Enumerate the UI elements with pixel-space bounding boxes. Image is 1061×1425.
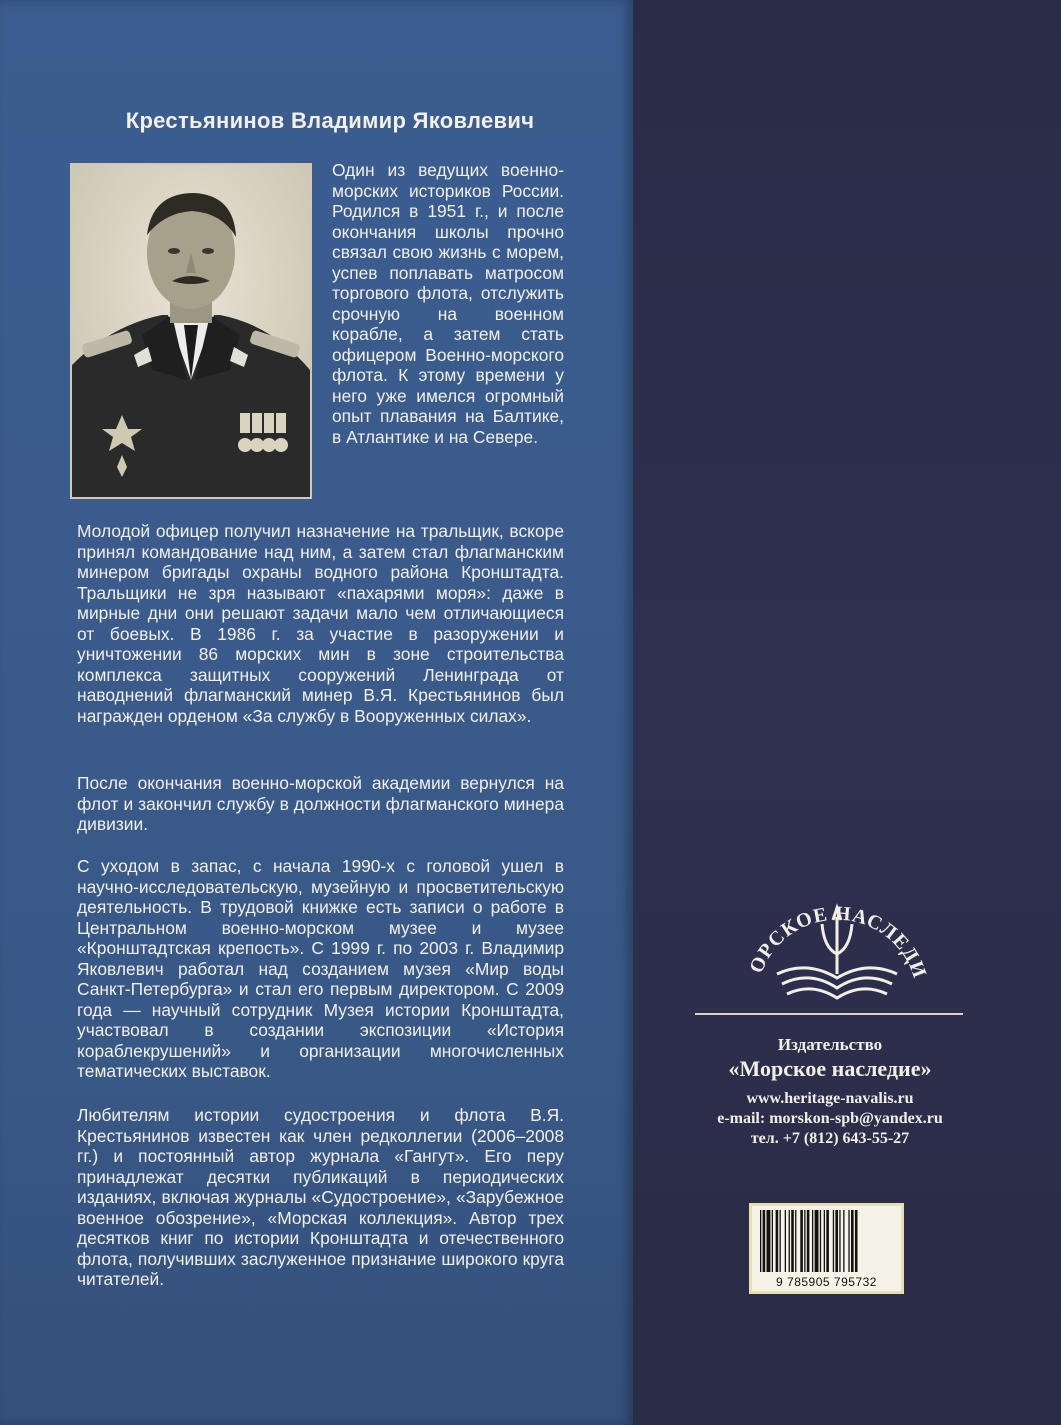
- divider: [695, 1013, 963, 1015]
- publisher-label: Издательство: [777, 1035, 883, 1054]
- portrait-image: [72, 165, 310, 497]
- bio-paragraph-intro: Один из ведущих военно-морских историков России. Родился в 1951 г., и после окончания школы прочно связал свою жизнь с морем, успев поплавать матросом торгового флота, отслужить срочную на военном корабле, а затем стать офицером Военно-морского флота. К этому времени у него уже имелся огромный опыт плавания на Балтике, в Атлантике и на Севере.: [332, 160, 564, 447]
- barcode-digits: 9 785905 795732: [776, 1275, 877, 1289]
- logo-text: ОРСКОЕ НАСЛЕДИ: [745, 902, 931, 982]
- publisher-logo: [742, 862, 932, 1012]
- publisher-email: e-mail: morskon-spb@yandex.ru: [717, 1110, 943, 1127]
- bio-paragraph-academy: После окончания военно-морской академии вернулся на флот и закончил службу в должности флагманского минера дивизии.: [77, 773, 564, 834]
- bio-paragraph-service: Молодой офицер получил назначение на тральщик, вскоре принял командование над ним, а затем стал флагманским минером бригады охраны водного района Кронштадта. Тральщики не зря называют «пахарями моря»: даже в мирные дни они решают задачи мало чем отличающиеся от боевых. В 1986 г. за участие в разоружении и уничтожении 86 морских мин в зоне строительства комплекса защитных сооружений Ленинграда от наводнений флагманский минер В.Я. Крестьянинов был награжден орденом «За службу в Вооруженных силах».: [77, 521, 564, 726]
- barcode: [749, 1203, 904, 1294]
- author-name: Крестьянинов Владимир Яковлевич: [125, 108, 535, 133]
- publisher-name: «Морское наследие»: [728, 1056, 932, 1081]
- publisher-phone: тел. +7 (812) 643-55-27: [750, 1130, 910, 1147]
- barcode-bars: [752, 1206, 901, 1276]
- bio-paragraph-publications: Любителям истории судостроения и флота В.Я. Крестьянинов известен как член редколлегии (2006–2008 гг.) и постоянный автор журнала «Гангут». Его перу принадлежат десятки публикаций в периодических изданиях, включая журналы «Судостроение», «Зарубежное военное обозрение», «Морская коллекция». Автор трех десятков книг по истории Кронштадта и отечественного флота, получивших заслуженное признание широкого круга читателей.: [77, 1105, 564, 1289]
- bio-paragraph-museum: С уходом в запас, с начала 1990-х с головой ушел в научно-исследовательскую, музейную и просветительскую деятельность. В трудовой книжке есть записи о работе в Центральном военно-морском музее и музее «Кронштадтская крепость». С 1999 г. по 2003 г. Владимир Яковлевич работал над созданием музея «Мир воды Санкт-Петербурга» и стал его первым директором. С 2009 года — научный сотрудник Музея истории Кронштадта, участвовал в создании экспозиции «История кораблекрушений» и организации многочисленных тематических выставок.: [77, 856, 564, 1081]
- author-photo: [70, 163, 312, 499]
- publisher-website: www.heritage-navalis.ru: [746, 1090, 914, 1107]
